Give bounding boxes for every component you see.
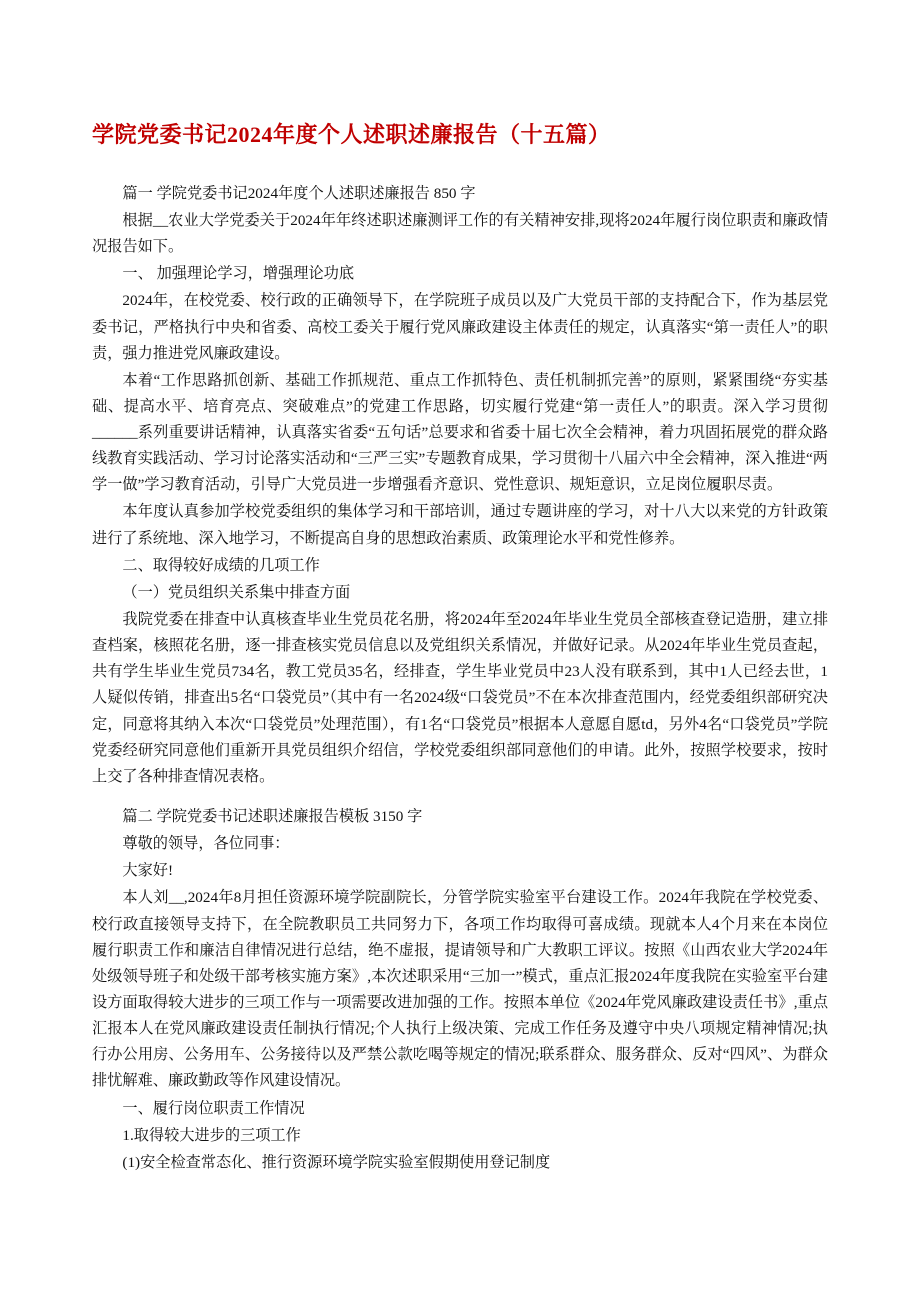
- paragraph-8: （一）党员组织关系集中排查方面: [122, 583, 351, 601]
- paragraph-15: 1.取得较大进步的三项工作: [122, 1126, 301, 1144]
- paragraph-12: 大家好!: [122, 862, 174, 880]
- document-body: [92, 181, 828, 1176]
- paragraph-10: 篇二 学院党委书记述职述廉报告模板 3150 字: [122, 808, 423, 826]
- paragraph-13: 本人刘__,2024年8月担任资源环境学院副院长，分管学院实验室平台建设工作。2024年我院在学校党委、校行政直接领导支持下，在全院教职员工共同努力下，各项工作均取得可喜成绩。现就本人4个月来在本岗位履行职责工作和廉洁自律情况进行总结，绝不虚报，提请领导和广大教职工评议。按照《山西农业大学2024年处级领导班子和处级干部考核实施方案》,本次述职采用“三加一”模式，重点汇报2024年度我院在实验室平台建设方面取得较大进步的三项工作与一项需要改进加强的工作。按照本单位《2024年党风廉政建设责任书》,重点汇报本人在党风廉政建设责任制执行情况;个人执行上级决策、完成工作任务及遵守中央八项规定精神情况;执行办公用房、公务用车、公务接待以及严禁公款吃喝等规定的情况;联系群众、服务群众、反对“四风”、为群众排忧解难、廉政勤政等作风建设情况。: [92, 889, 828, 1090]
- page-title: 学院党委书记2024年度个人述职述廉报告（十五篇）: [92, 122, 611, 147]
- paragraph-2: 根据__农业大学党委关于2024年年终述职述廉测评工作的有关精神安排,现将2024年履行岗位职责和廉政情况报告如下。: [92, 211, 828, 256]
- paragraph-1: 篇一 学院党委书记2024年度个人述职述廉报告 850 字: [122, 184, 476, 202]
- paragraph-7: 二、取得较好成绩的几项工作: [122, 556, 320, 574]
- paragraph-14: 一、履行岗位职责工作情况: [122, 1099, 305, 1117]
- paragraph-4: 2024年，在校党委、校行政的正确领导下，在学院班子成员以及广大党员干部的支持配合下，作为基层党委书记，严格执行中央和省委、高校工委关于履行党风廉政建设主体责任的规定，认真落实“第一责任人”的职责，强力推进党风廉政建设。: [92, 292, 828, 362]
- paragraph-6: 本年度认真参加学校党委组织的集体学习和干部培训，通过专题讲座的学习，对十八大以来党的方针政策进行了系统地、深入地学习，不断提高自身的思想政治素质、政策理论水平和党性修养。: [92, 503, 828, 547]
- paragraph-11: 尊敬的领导，各位同事：: [122, 835, 290, 853]
- paragraph-16: (1)安全检查常态化、推行资源环境学院实验室假期使用登记制度: [122, 1153, 551, 1171]
- paragraph-3: 一、 加强理论学习，增强理论功底: [122, 265, 354, 283]
- paragraph-5: 本着“工作思路抓创新、基础工作抓规范、重点工作抓特色、责任机制抓完善”的原则，紧紧围绕“夯实基础、提高水平、培育亮点、突破难点”的党建工作思路，切实履行党建“第一责任人”的职责。深入学习贯彻______系列重要讲话精神，认真落实省委“五句话”总要求和省委十届七次全会精神，着力巩固拓展党的群众路线教育实践活动、学习讨论落实活动和“三严三实”专题教育成果，学习贯彻十八届六中全会精神，深入推进“两学一做”学习教育活动，引导广大党员进一步增强看齐意识、党性意识、规矩意识，立足岗位履职尽责。: [92, 371, 828, 494]
- paragraph-9: 我院党委在排查中认真核查毕业生党员花名册，将2024年至2024年毕业生党员全部核查登记造册，建立排查档案，核照花名册，逐一排查核实党员信息以及党组织关系情况，并做好记录。从2024年毕业生党员查起，共有学生毕业生党员734名，教工党员35名，经排查，学生毕业党员中23人没有联系到，其中1人已经去世，1人疑似传销，排查出5名“口袋党员”（其中有一名2024级“口袋党员”不在本次排查范围内，经党委组织部研究决定，同意将其纳入本次“口袋党员”处理范围），有1名“口袋党员”根据本人意愿自愿td，另外4名“口袋党员”学院党委经研究同意他们重新开具党员组织介绍信，学校党委组织部同意他们的申请。此外，按照学校要求，按时上交了各种排查情况表格。: [92, 611, 828, 785]
